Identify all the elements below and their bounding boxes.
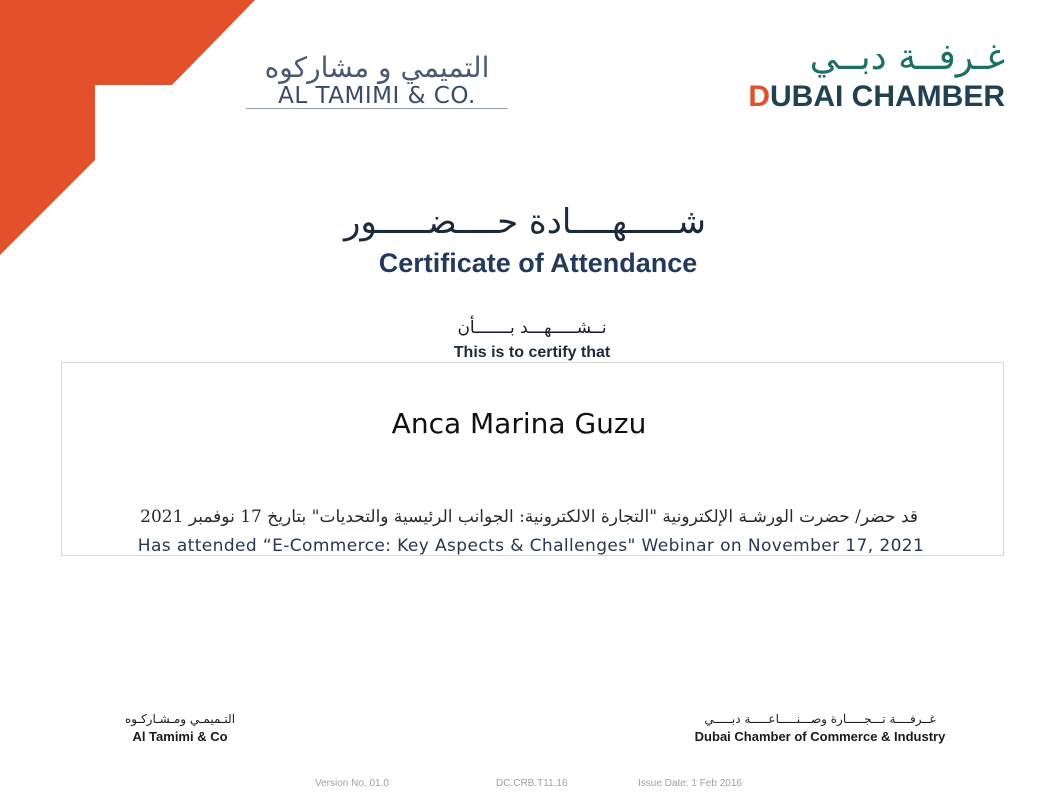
al-tamimi-logo-english: AL TAMIMI & CO. — [246, 84, 508, 109]
al-tamimi-logo-arabic: التميمي و مشاركوه — [264, 51, 490, 84]
certify-text-arabic: نــشـــــهـــد بـــــــأن — [457, 318, 607, 338]
certify-text: This is to certify that — [453, 344, 611, 361]
dubai-chamber-logo-arabic: غـرفــة دبــي — [809, 37, 1005, 78]
footer-issue-date: Issue Date: 1 Feb 2016 — [638, 778, 742, 789]
attendance-statement-arabic: قد حضر/ حضرت الورشـة الإلكترونية "التجارة الالكترونية: الجوانب الرئيسية والتحديات" بتاريخ 17 نوفمبر 2021 — [140, 507, 918, 527]
certificate-title: Certificate of Attendance — [378, 248, 698, 278]
signature-block-al-tamimi — [90, 710, 270, 746]
dubai-chamber-logo-d: D — [748, 80, 770, 113]
certificate-title-arabic: شـــــهــــادة حــــضـــــور — [343, 202, 707, 242]
footer-document-code: DC.CRB.T11.16 — [496, 778, 568, 789]
dubai-chamber-logo-word: UBAI CHAMBER — [770, 80, 1005, 113]
footer-version: Version No. 01.0 — [315, 778, 389, 789]
signature-dubai-chamber-arabic: غــرفــــة تـــجـــــارة وصـــنـــــاعـــــة دبـــــي — [704, 712, 936, 726]
al-tamimi-logo — [246, 52, 508, 110]
attendance-statement: Has attended “E-Commerce: Key Aspects & Challenges" Webinar on November 17, 2021 — [137, 536, 925, 556]
signature-al-tamimi: Al Tamimi & Co — [132, 729, 228, 744]
signature-block-dubai-chamber — [660, 710, 980, 746]
signature-al-tamimi-arabic: التـميمـي ومـشـاركـوه — [124, 712, 236, 726]
dubai-chamber-logo — [735, 36, 1005, 116]
attendee-name: Anca Marina Guzu — [391, 407, 647, 440]
signature-dubai-chamber: Dubai Chamber of Commerce & Industry — [694, 729, 946, 744]
dubai-chamber-logo-english — [735, 80, 1005, 114]
